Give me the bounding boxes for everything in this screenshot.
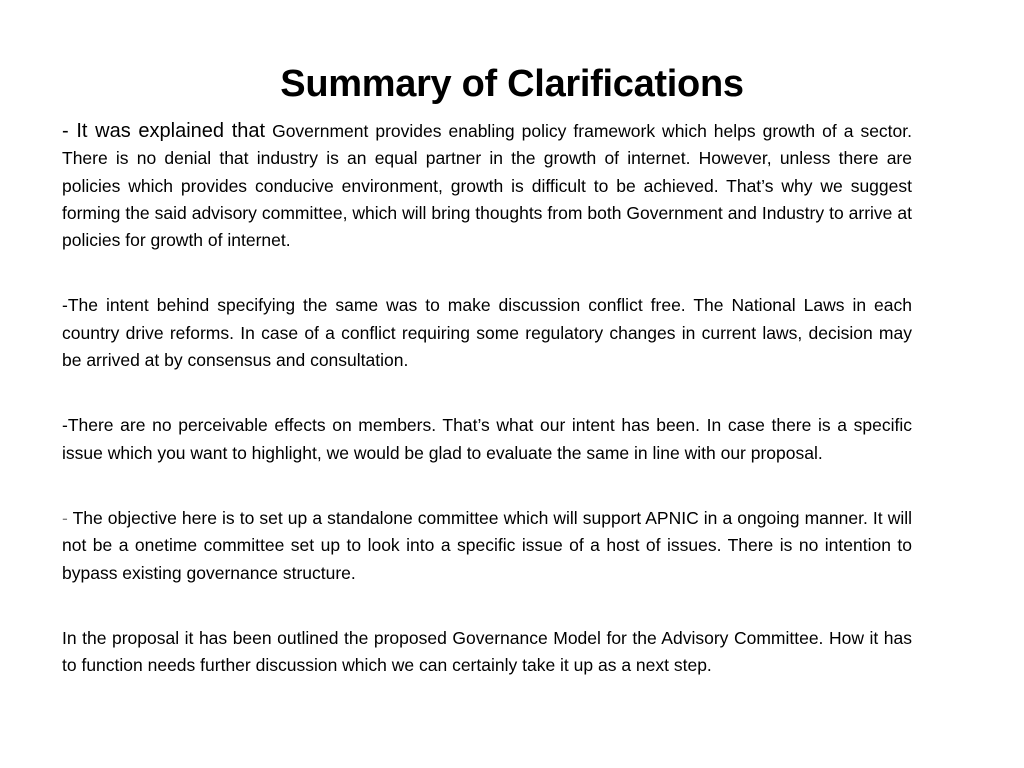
paragraph-2-text: -The intent behind specifying the same was to make discussion conflict free. The National Laws in each country drive reforms. In case of a conflict requiring some regulatory changes in current laws, decision may be arrived at by consensus and consultation. (62, 295, 912, 371)
paragraph-1-text: Government provides enabling policy framework which helps growth of a sector. There is no denial that industry is an equal partner in the growth of internet. However, unless there are policies which provides conducive environment, growth is difficult to be achieved. That’s why we suggest forming the said advisory committee, which will bring thoughts from both Government and Industry to arrive at policies for growth of internet. (62, 121, 912, 251)
slide-body (62, 118, 912, 717)
paragraph-1 (62, 118, 912, 254)
paragraph-2 (62, 292, 912, 374)
paragraph-4-text: The objective here is to set up a standalone committee which will support APNIC in a ongoing manner. It will not be a onetime committee set up to look into a specific issue of a host of issues. There is no intention to bypass existing governance structure. (62, 507, 912, 583)
paragraph-5 (62, 625, 912, 680)
paragraph-5-text: In the proposal it has been outlined the proposed Governance Model for the Advisory Committee. How it has to function needs further discussion which we can certainly take it up as a next step. (62, 627, 912, 676)
paragraph-3 (62, 412, 912, 467)
paragraph-4 (62, 505, 912, 587)
paragraph-1-lead: - It was explained that (62, 120, 266, 142)
paragraph-4-dash: - (62, 507, 68, 528)
paragraph-3-text: -There are no perceivable effects on members. That’s what our intent has been. In case there is a specific issue which you want to highlight, we would be glad to evaluate the same in line with our proposal. (62, 415, 912, 463)
slide-title: Summary of Clarifications (280, 63, 744, 105)
